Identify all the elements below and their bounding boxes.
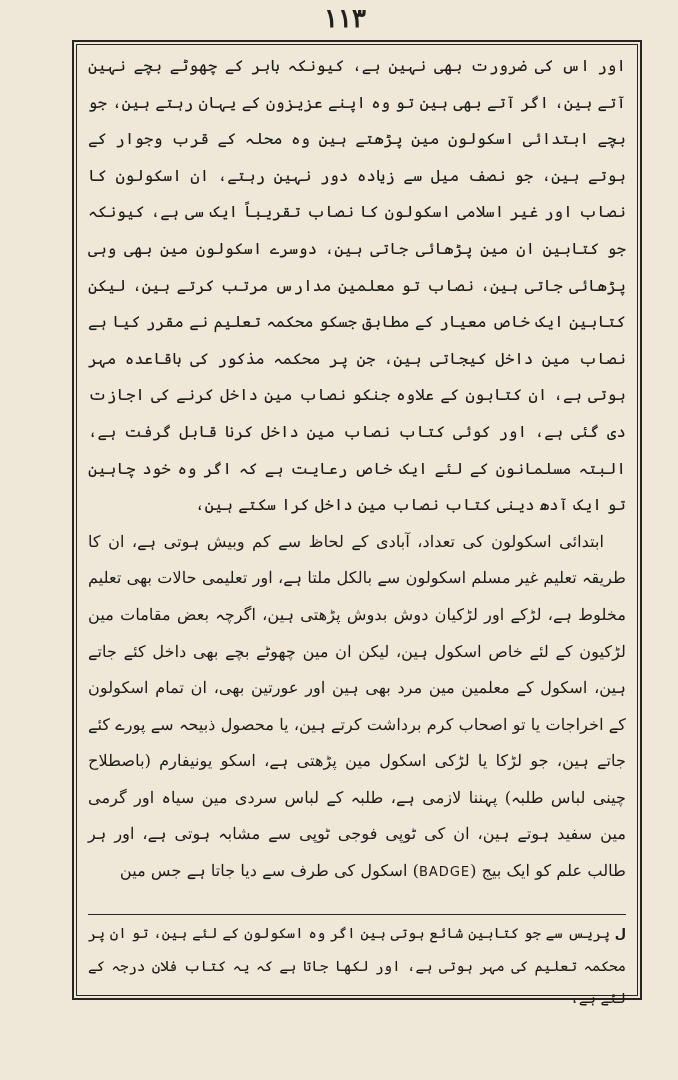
badge-word: BADGE: [419, 865, 471, 881]
footnote-text: پریس سے جو کتابین شائع ہوتی ہین اگر وہ اسکولون کے لئے ہین، تو ان پر محکمہ تعلیم کی مہر ہوتی ہے، اور لکھا جاتا ہے کہ یہ کتاب فلان درجہ کے لئے ہے،: [88, 926, 626, 1007]
paragraph: [88, 524, 626, 892]
footnote-divider: [88, 914, 626, 915]
page-number: ۱۱۳: [324, 4, 366, 34]
paragraph-1-text: اور اس کی ضرورت بھی نہین ہے، کیونکہ باہر کے چھوٹے بچے نہین آتے ہین، اگر آتے بھی ہین تو وہ اپنے عزیزون کے یہان رہتے ہین، جو بچے ابتدائی اسکولون مین پڑھتے ہین وہ محلہ کے قرب وجوار کے ہوتے ہین، جو نصف میل سے زیادہ دور نہین رہتے، ان اسکولون کا نصاب اور غیر اسلامی اسکولون کا نصاب تقریباً ایک سی ہے، کیونکہ جو کتابین ان مین پڑھائی جاتی ہین، دوسرے اسکولون مین بھی وہی پڑھائی جاتی ہین، نصاب تو معلمین مدارس مرتب کرتے ہین، لیکن کتابین ایک خاص معیار کے مطابق جسکو محکمہ تعلیم نے مقرر کیا ہے نصاب مین داخل کیجاتی ہین، جن پر محکمہ مذکور کی باقاعدہ مہر ہوتی ہے، ان کتابون کے علاوہ جنکو نصاب مین داخل کرنے کی اجازت دی گئی ہے، اور کوئی کتاب نصاب مین داخل کرنا قابل گرفت ہے، البتہ مسلمانون کے لئے ایک خاص رعایت ہے کہ اگر وہ خود چاہین تو ایک آدھ دینی کتاب نصاب مین داخل کرا سکتے ہین،: [88, 56, 626, 515]
paragraph-2-text-end: ) اسکول کی طرف سے دیا جاتا ہے جس مین: [119, 861, 419, 881]
paragraph: [88, 48, 626, 524]
paragraph-2-text-start: ابتدائی اسکولون کی تعداد، آبادی کے لحاظ سے کم وبیش ہوتی ہے، ان کا طریقہ تعلیم غیر مسلم اسکولون سے بالکل ملتا ہے، اور تعلیمی حالات بھی تعلیم مخلوط ہے، لڑکے اور لڑکیان دوش بدوش پڑھتی ہین، اگرچہ بعض مقامات مین لڑکیون کے لئے خاص اسکول ہین، لیکن ان مین چھوٹے بچے بھی داخل کئے جاتے ہین، اسکول کے معلمین مین مرد بھی ہین اور عورتین بھی، ان تمام اسکولون کے اخراجات یا تو اصحاب کرم برداشت کرتے ہین، یا محصول ذبیحہ سے پورے کئے جاتے ہین، جو لڑکا یا لڑکی اسکول مین پڑھتی ہے، اسکو یونیفارم (باصطلاح چینی لباس طلبہ) پہننا لازمی ہے، طلبہ کے لباس سردی مین سیاہ اور گرمی مین سفید ہوتے ہین، ان کی ٹوپی فوجی ٹوپی سے مشابہ ہوتی ہے، اور ہر طالب علم کو ایک بیج (: [88, 531, 626, 881]
footnote-marker: ل: [614, 927, 626, 942]
footnote: [88, 918, 626, 1007]
main-text-block: [88, 48, 626, 908]
